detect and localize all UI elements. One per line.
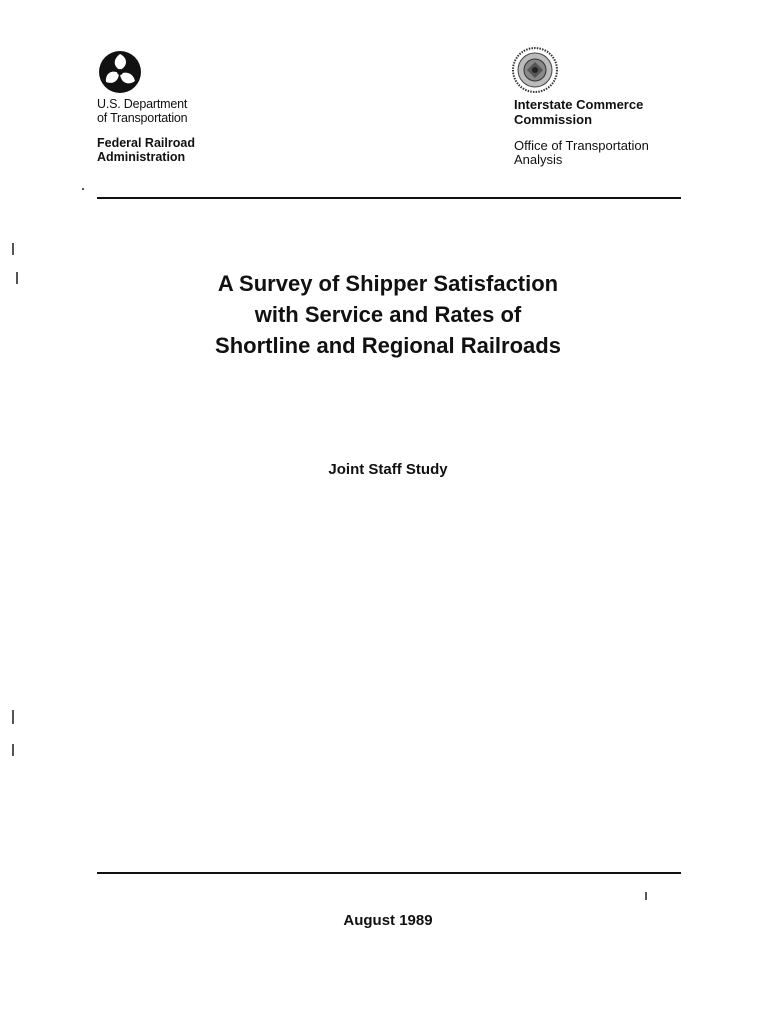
dot-logo [98,50,142,94]
dot-department-name [97,97,187,125]
title-line: with Service and Rates of [254,302,522,327]
fra-line: Administration [97,150,186,164]
icc-line: Interstate Commerce [514,97,644,112]
icc-line: Commission [514,112,593,127]
publication-date: August 1989 [343,912,433,929]
scan-mark [645,892,647,900]
icc-name [514,97,643,127]
dot-line: of Transportation [97,111,188,125]
scan-mark [12,710,14,724]
icc-office-name [514,139,649,167]
top-divider [97,197,681,199]
title-line: A Survey of Shipper Satisfaction [217,271,559,296]
scan-mark [12,243,14,255]
scan-mark [16,272,18,284]
icc-office-line: Office of Transportation [514,138,649,153]
scan-mark [12,744,14,756]
dot-line: U.S. Department [97,97,188,111]
report-subtitle: Joint Staff Study [328,461,448,478]
report-title [100,268,676,361]
title-line: Shortline and Regional Railroads [215,333,561,358]
scan-mark [82,188,84,190]
icc-seal [511,46,559,94]
fra-line: Federal Railroad [97,136,195,150]
icc-office-line: Analysis [514,152,563,167]
fra-name [97,136,195,164]
bottom-divider [97,872,681,874]
